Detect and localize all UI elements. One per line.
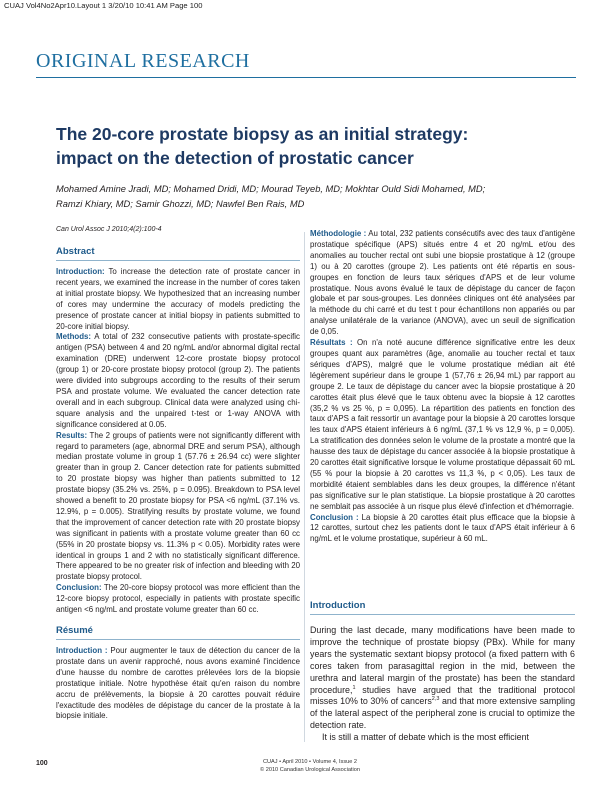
reference-2-3[interactable]: 2,3	[431, 696, 440, 703]
introduction-paragraph-2: It is still a matter of debate which is the most efficient	[322, 732, 530, 743]
abstract-heading: Abstract	[56, 246, 95, 257]
title-line-2: impact on the detection of prostatic cancer	[56, 148, 414, 168]
page-number: 100	[36, 760, 48, 767]
journal-citation: Can Urol Assoc J 2010;4(2):100-4	[56, 226, 162, 233]
title-line-1: The 20-core prostate biopsy as an initial strategy:	[56, 124, 469, 144]
author-list	[56, 182, 576, 212]
footer-journal-line: CUAJ • April 2010 • Volume 4, Issue 2	[262, 759, 358, 765]
resume-methods	[310, 229, 575, 338]
abstract-results-label: Results:	[56, 430, 88, 440]
print-slug-line: CUAJ Vol4No2Apr10.Layout 1 3/20/10 10:41 AM Page 100	[4, 1, 203, 10]
footer-journal-info	[230, 758, 390, 774]
right-column	[310, 229, 575, 545]
abstract-results	[56, 431, 300, 584]
intro-p1-part-b: studies have argued that the traditional protocol misses 10% to 30% of cancers	[310, 684, 575, 707]
abstract-conclusion-text: The 20-core biopsy protocol was more efficient than the 12-core biopsy protocol, especially in patients with prostate specific antigen <6 ng/mL and prostate volume greater than 60 cc.	[56, 583, 300, 615]
abstract-conclusion	[56, 583, 300, 616]
abstract-introduction	[56, 267, 300, 332]
resume-results	[310, 338, 575, 513]
resume-results-label: Résultats :	[310, 338, 353, 348]
abstract-methods	[56, 332, 300, 430]
abstract-methods-label: Methods:	[56, 332, 92, 342]
footer-copyright: © 2010 Canadian Urological Association	[260, 767, 360, 773]
introduction-heading: Introduction	[310, 600, 366, 611]
article-title	[56, 122, 576, 170]
abstract-intro-text: To increase the detection rate of prostate cancer in recent years, we examined the increase in the number of cores taken at initial prostate biopsy. We hypothesized that an increasing number of cores may undermine the accuracy of models predicting the presence of prostate cancer at initial biopsy in patients submitted to 20-core initial biopsy.	[56, 267, 300, 331]
abstract-body	[56, 267, 300, 616]
resume-intro-label: Introduction :	[56, 646, 108, 655]
resume-body-right	[310, 229, 575, 545]
authors-line-2: Ramzi Khiary, MD; Samir Ghozzi, MD; Nawfel Ben Rais, MD	[56, 199, 305, 209]
intro-p1-part-c: and that more extensive sampling of the lateral aspect of the peripheral zone is crucial to optimize the detection rate.	[310, 696, 575, 731]
abstract-methods-text: A total of 232 consecutive patients with prostate-specific antigen (PSA) between 4 and 20 ng/mL and/or abnormal digital rectal examination (DRE) underwent 12-core prostate biopsy protocol (group 1) or 20-core prostate biopsy protocol (group 2). The patients were divided into subgroups according to the results of their serum PSA and prostate volume. We evaluated the cancer detection rate overall and in each subgroup. Clinical data were analyzed using chi-square analysis and the unpaired t-test or 1-way ANOVA with significance considered at 0.05.	[56, 332, 300, 429]
resume-heading: Résumé	[56, 625, 93, 636]
reference-1[interactable]: 1	[352, 684, 356, 691]
resume-results-text: On n'a noté aucune différence significative entre les deux groupes quant aux paramètres (âge, anomalie au toucher rectal et taux sériques d'APS), malgré que le volume prostatique médian ait été légèrement supérieur dans le groupe 1 (57,76 ± 26,94 mL) par rapport au groupe 2. Le taux de dépistage du cancer avec la biopsie prostatique à 20 carottes était plus élevé que le taux obtenu avec la biopsie à 12 carottes (35,2 % vs 25 %, p = 0,095). La répartition des patients en fonction des taux d'APS a fait ressortir un avantage pour la biopsie à 20 carottes lorsque les taux d'APS étaient inférieurs à 6 ng/mL (37,1 % vs 12,9 %, p = 0,005). La stratification des données selon le volume de la prostate a montré que la hausse des taux de dépistage du cancer associée à la biopsie prostatique à 20 carottes était significative lorsque le volume prostatique dépassait 60 mL (55 % pour la biopsie à 20 carottes vs 11,3 %, p < 0,05). Les taux de morbidité étaient semblables dans les deux groupes, la différence n'étant pas significative sur le plan statistique. La biopsie prostatique à 20 carottes ne semblait pas associée à un risque plus élevé d'infection et d'hémorragie.	[310, 338, 576, 511]
resume-conclusion	[310, 513, 575, 546]
resume-body-left	[56, 646, 300, 722]
abstract-heading-rule	[56, 260, 300, 261]
abstract-column	[56, 240, 300, 722]
resume-introduction	[56, 646, 300, 722]
abstract-results-text: The 2 groups of patients were not significantly different with regard to parameters (age, abnormal DRE and serum PSA), although median prostate volume in group 1 (57.76 ± 26.94 cc) were slighter greater than in group 2. Cancer detection rate for patients submitted to 20 prostate biopsy was higher than patients submitted to 12 prostate biopsy (35.2% vs. 25%, p = 0.095). Breakdown to PSA level showed a benefit to 20 prostate biopsy for PSA <6 ng/mL (37.1% vs. 12.9%, p = 0.005). Stratifying results by prostate volume, we found that the improvement of cancer detection rate with 20 prostate biopsy was significant in patients with a prostate volume greater than 60 cc (55% in 20 prostate biopsy vs. 11.3% p < 0.05). Morbidity rates were identical in groups 1 and 2 with no statistically significant difference. There appeared to be no greater risk of infection and bleeding with 20 prostate biopsy protocol.	[56, 430, 300, 582]
resume-intro-text: Pour augmenter le taux de détection du cancer de la prostate dans un avenir rapproché, nous avons examiné l'incidence d'une hausse du nombre de carottes prélevées lors de la biopsie prostatique initiale. Notre hypothèse était qu'en raison du nombre accru de prélèvements, la biopsie à 20 carottes pouvait réduire l'exactitude des modèles de dépistage du cancer de la prostate à la biopsie initiale.	[56, 646, 300, 721]
resume-conclusion-label: Conclusion :	[310, 512, 359, 522]
column-divider	[304, 232, 305, 742]
introduction-section	[310, 600, 575, 744]
resume-methods-text: Au total, 232 patients consécutifs avec des taux d'antigène prostatique spécifique (APS) situés entre 4 et 20 ng/mL et/ou des anomalies au toucher rectal ont subi une biopsie prostatique à 12 (groupe 1) ou à 20 carottes (groupe 2). Les patients ont été répartis en sous-groupes en fonction de leurs taux sériques d'APS et de leur volume prostatique. Nous avons évalué le taux de dépistage du cancer de façon globale et par sous-groupes. Les données cliniques ont été analysées par la méthode du chi carré et du test t pour échantillons non appariés ou par analyse unilatérale de la variance (ANOVA), avec un seuil de signification de 0,05.	[310, 229, 575, 337]
resume-heading-rule	[56, 639, 300, 640]
abstract-conclusion-label: Conclusion:	[56, 583, 102, 593]
resume-methods-label: Méthodologie :	[310, 229, 367, 238]
section-label: ORIGINAL RESEARCH	[36, 50, 250, 72]
abstract-intro-label: Introduction:	[56, 267, 105, 276]
section-rule	[36, 77, 576, 78]
resume-conclusion-text: La biopsie à 20 carottes était plus efficace que la biopsie à 12 carottes, surtout chez les patients dont le taux d'APS était inférieur à 6 ng/mL et le volume prostatique, supérieur à 60 mL.	[310, 512, 575, 544]
authors-line-1: Mohamed Amine Jradi, MD; Mohamed Dridi, MD; Mourad Teyeb, MD; Mokhtar Ould Sidi Mohamed, MD;	[56, 184, 486, 194]
introduction-heading-rule	[310, 614, 575, 615]
introduction-paragraph-1	[310, 625, 575, 732]
intro-p1-part-a: During the last decade, many modifications have been made to improve the technique of prostate biopsy (PBx). While for many years the systematic sextant biopsy protocol (a fixed pattern with 6 cores taken from parasagittal region in the mid, between the urethra and lateral margin of the prostate) has been the standard procedure,	[310, 625, 575, 695]
introduction-body	[310, 625, 575, 744]
